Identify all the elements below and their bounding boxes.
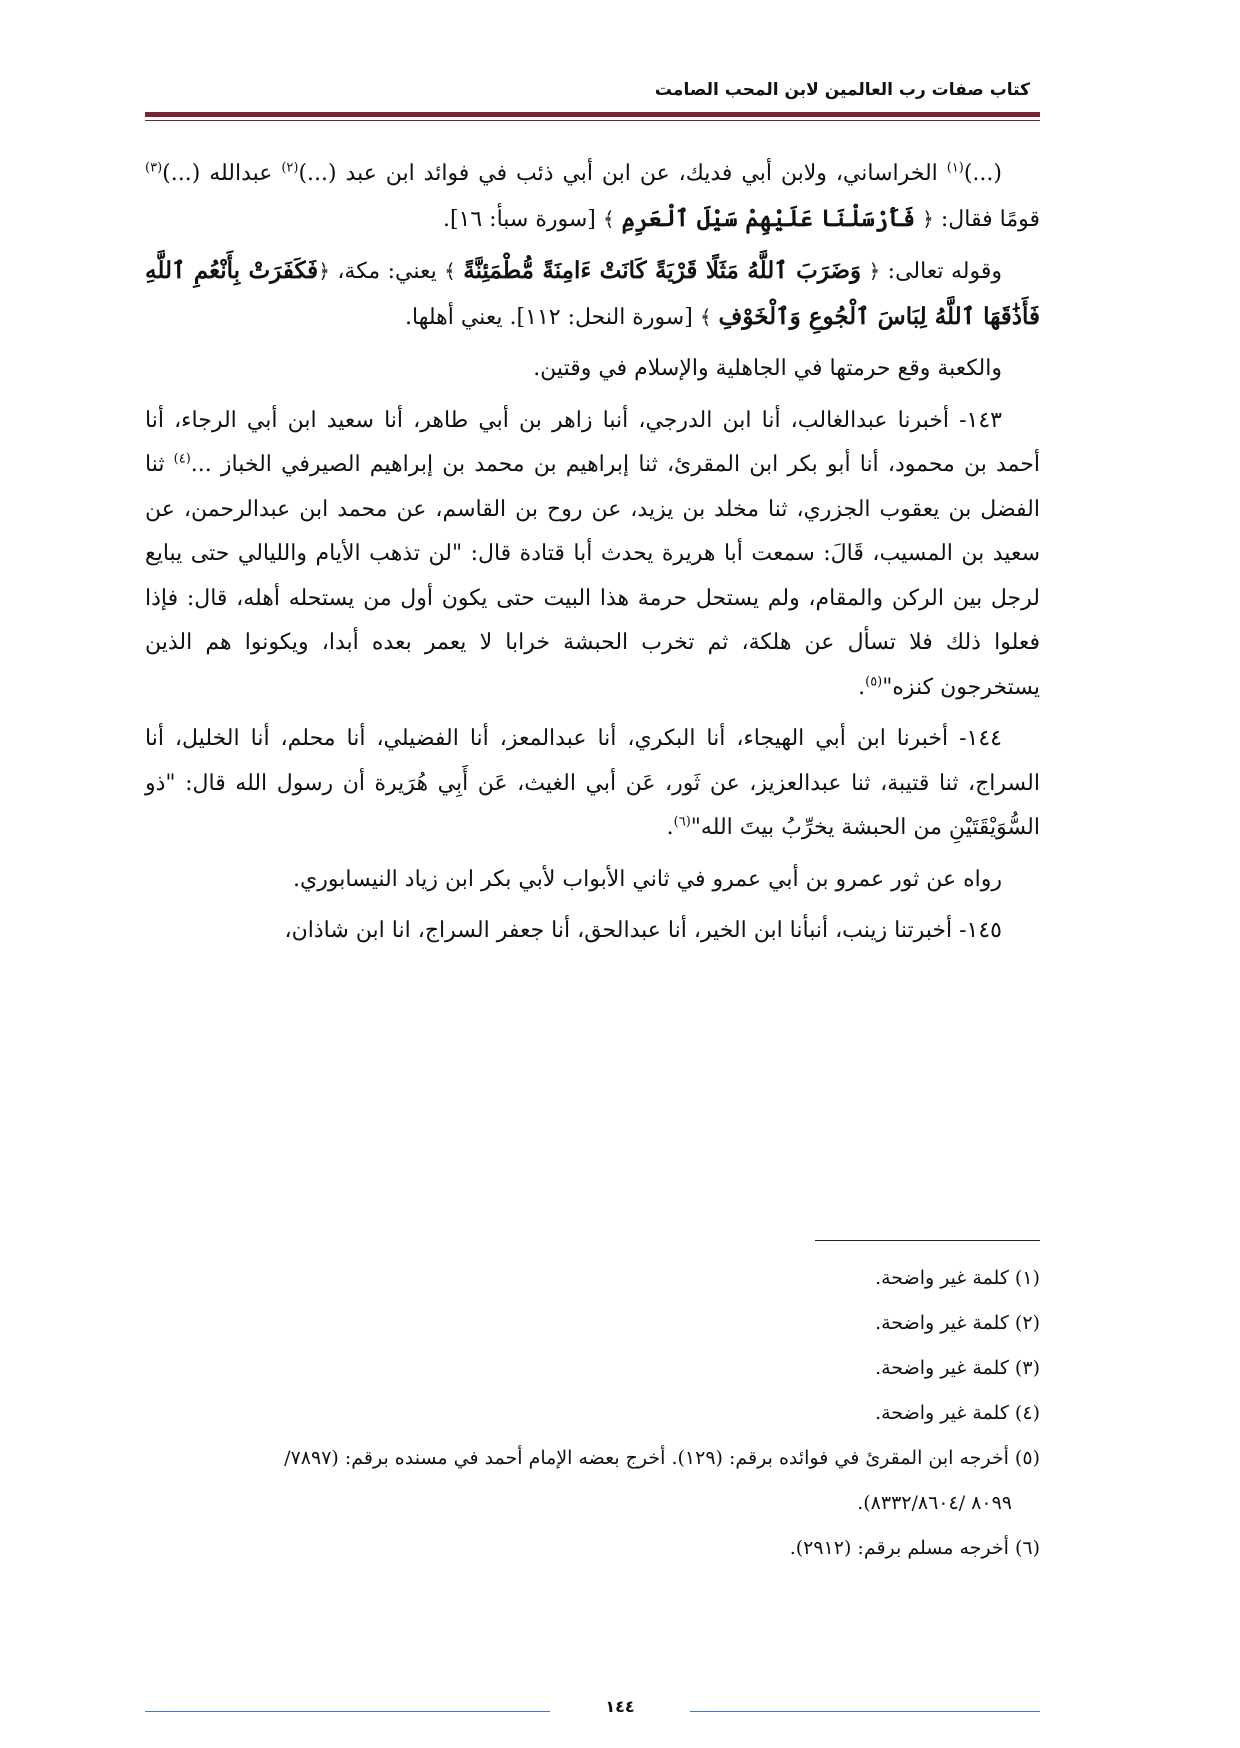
header-rule-thin: [145, 120, 1040, 121]
paragraph-2: [145, 249, 1040, 340]
text-run: الخراساني، ولابن أبي فديك، عن ابن أبي ذئب في فوائد ابن عبد (...): [298, 161, 947, 186]
quran-verse: وَضَرَبَ ٱللَّهُ مَثَلًا قَرْيَةً كَانَتْ ءَامِنَةً مُّطْمَئِنَّةً: [463, 257, 862, 284]
text-run: عبدالله (...): [162, 161, 282, 186]
paragraph-3: والكعبة وقع حرمتها في الجاهلية والإسلام في وقتين.: [533, 356, 1002, 381]
verse-reference: [سورة النحل: ١١٢]. يعني أهلها.: [405, 304, 700, 330]
verse-reference: [سورة سبأ: ١٦].: [442, 206, 603, 232]
footnotes: [145, 1256, 1040, 1571]
text-run: ١٤٤- أخبرنا ابن أبي الهيجاء، أنا البكري، أنا عبدالمعز، أنا الفضيلي، أنا محلم، أنا الخليل، أنا السراج، ثنا قتيبة، ثنا عبدالعزيز، عن ثَور، عَن أبي الغيث، عَن أَبِي هُرَيرة أن رسول الله قال: "ذو السُّوَيْقَتَيْنِ من الحبشة يخرِّبُ بيتَ الله": [145, 726, 1040, 840]
text-run: يعني: مكة،: [329, 259, 445, 284]
text-run: (...): [963, 161, 1002, 186]
text-run: .: [666, 815, 674, 840]
footnote-ref-1: (١): [946, 160, 964, 176]
footnote-ref-3: (٣): [145, 160, 163, 176]
text-run: ثنا الفضل بن يعقوب الجزري، ثنا مخلد بن يزيد، عن روح بن القاسم، عن محمد ابن عبدالرحمن، عن سعيد بن المسيب، قَالَ: سمعت أبا هريرة يحدث أبا قتادة قال: "لن تذهب الأيام والليالي حتى يبايع لرجل بين الركن والمقام، ولم يستحل حرمة هذا البيت حتى يكون أول من يستحله أهله، قال: فإذا فعلوا ذلك فلا تسأل عن هلكة، ثم تخرب الحبشة خرابا لا يعمر بعده أبدا، ويكونوا هم الذين يستخرجون كنزه": [145, 452, 1040, 700]
footnote-ref-5: (٥): [865, 674, 883, 690]
text-run: وقوله تعالى:: [880, 259, 1002, 284]
quran-verse: فَكَفَرَتْ بِأَنْعُمِ ٱللَّهِ فَأَذَٰقَهَا ٱللَّهُ لِبَاسَ ٱلْجُوعِ وَٱلْخَوْفِ: [145, 257, 1040, 330]
quran-bracket-close: ﴾: [444, 259, 456, 283]
quran-bracket-open: ﴿: [922, 206, 934, 231]
footnote-ref-6: (٦): [673, 814, 691, 830]
quran-verse: فَأَرْسَلْنَا عَلَيْهِمْ سَيْلَ ٱلْعَرِمِ: [621, 204, 916, 232]
text-run: ١٤٣- أخبرنا عبدالغالب، أنا ابن الدرجي، أنبا زاهر بن أبي طاهر، أنا سعيد ابن أبي الرجاء، أنا أحمد بن محمود، أنا أبو بكر ابن المقرئ، ثنا إبراهيم بن محمد بن إبراهيم الصيرفي الخباز ...: [145, 407, 1040, 477]
footnote-separator: [815, 1240, 1040, 1241]
main-text: [145, 152, 1040, 961]
footnote-1: (١) كلمة غير واضحة.: [875, 1267, 1040, 1289]
quran-bracket-close: ﴾: [602, 206, 615, 231]
text-run: قومًا فقال:: [933, 206, 1040, 232]
footnote-ref-4: (٤): [173, 451, 191, 467]
paragraph-riwaya: رواه عن ثور عمرو بن أبي عمرو في ثاني الأبواب لأبي بكر ابن زياد النيسابوري.: [293, 866, 1002, 892]
header-rule-thick: [145, 112, 1040, 117]
quran-bracket-open: ﴿: [318, 259, 330, 283]
footnote-4: (٤) كلمة غير واضحة.: [875, 1402, 1040, 1424]
page-number: ١٤٤: [605, 1697, 635, 1716]
footer-rule-left: [145, 1711, 550, 1712]
hadith-144: [145, 717, 1040, 851]
hadith-145: ١٤٥- أخبرتنا زينب، أنبأنا ابن الخير، أنا عبدالحق، أنا جعفر السراج، انا ابن شاذان،: [284, 918, 1002, 943]
footer-rule-right: [690, 1711, 1040, 1712]
paragraph-1: [145, 152, 1040, 242]
running-header-title: كتاب صفات رب العالمين لابن المحب الصامت: [654, 80, 1030, 100]
hadith-143: [145, 399, 1040, 711]
quran-bracket-open: ﴿: [868, 259, 881, 283]
footnote-2: (٢) كلمة غير واضحة.: [875, 1312, 1040, 1334]
quran-bracket-close: ﴾: [699, 304, 712, 329]
footnote-6: (٦) أخرجه مسلم برقم: (٢٩١٢).: [789, 1537, 1040, 1559]
text-run: .: [858, 674, 866, 700]
footnote-ref-2: (٢): [281, 160, 299, 176]
footnote-3: (٣) كلمة غير واضحة.: [875, 1357, 1040, 1379]
footnote-5-continued: ٨٠٩٩ /٨٣٣٢/٨٦٠٤).: [857, 1492, 1012, 1514]
footnote-5: (٥) أخرجه ابن المقرئ في فوائده برقم: (١٢٩). أخرج بعضه الإمام أحمد في مسنده برقم: (٧٨٩٧/: [284, 1447, 1040, 1469]
